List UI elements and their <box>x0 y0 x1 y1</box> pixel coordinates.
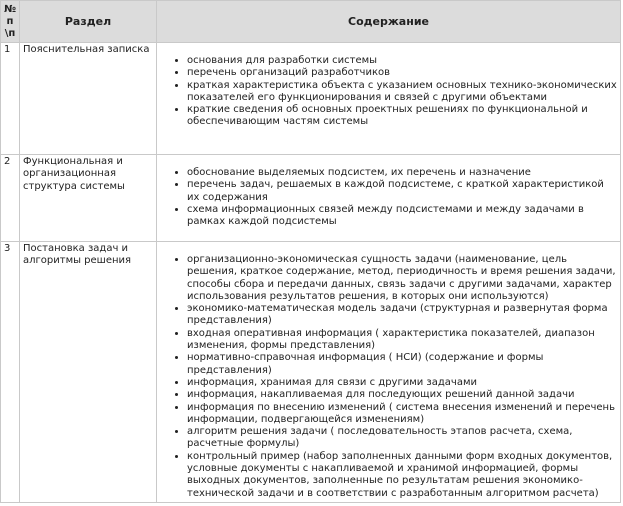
list-item: • основания для разработки системы <box>187 55 617 67</box>
list-item: • организационно-экономическая сущность задачи (наименование, цель решения, краткое содержание, метод, периодичность и время решения задачи, способы сбора и передачи данных, связь задачи с другими задачами, характер использования результатов решения, в которых они используются) <box>187 254 617 303</box>
list-item: • контрольный пример (набор заполненных данными форм входных документов, условные документы с накапливаемой и хранимой информацией, формы выходных документов, заполненные по результатам решения экономико-технической задачи и в соответствии с разработанным алгоритмом расчета) <box>187 451 617 500</box>
row-number: 2 <box>1 155 20 242</box>
row-content <box>157 155 621 242</box>
header-num: № п \п <box>1 1 20 43</box>
row-content <box>157 242 621 503</box>
header-content: Содержание <box>157 1 621 43</box>
row-section: Пояснительная записка <box>20 43 157 155</box>
list-item: • краткие сведения об основных проектных решениях по функциональной и обеспечивающим частям системы <box>187 104 617 129</box>
list-item: • обоснование выделяемых подсистем, их перечень и назначение <box>187 167 617 179</box>
table-row <box>1 242 621 503</box>
list-item: • краткая характеристика объекта с указанием основных технико-экономических показателей его функционирования и связей с другими объектами <box>187 80 617 105</box>
list-item: • входная оперативная информация ( характеристика показателей, диапазон изменения, формы представления) <box>187 328 617 353</box>
content-list <box>160 44 617 129</box>
list-item: • информация, накапливаемая для последующих решений данной задачи <box>187 389 617 401</box>
list-item: • информация по внесению изменений ( система внесения изменений и перечень информации, подвергающейся изменениям) <box>187 402 617 427</box>
content-list <box>160 156 617 228</box>
table-row <box>1 155 621 242</box>
list-item: • алгоритм решения задачи ( последовательность этапов расчета, схема, расчетные формулы) <box>187 426 617 451</box>
row-content <box>157 43 621 155</box>
table-header-row <box>1 1 621 43</box>
content-list <box>160 243 617 500</box>
row-number: 3 <box>1 242 20 503</box>
list-item: • экономико-математическая модель задачи (структурная и развернутая форма представления) <box>187 303 617 328</box>
list-item: • схема информационных связей между подсистемами и между задачами в рамках каждой подсистемы <box>187 204 617 229</box>
row-section: Функциональная и организационная структура системы <box>20 155 157 242</box>
table-row <box>1 43 621 155</box>
header-section: Раздел <box>20 1 157 43</box>
list-item: • информация, хранимая для связи с другими задачами <box>187 377 617 389</box>
list-item: • нормативно-справочная информация ( НСИ) (содержание и формы представления) <box>187 352 617 377</box>
list-item: • перечень задач, решаемых в каждой подсистеме, с краткой характеристикой их содержания <box>187 179 617 204</box>
list-item: • перечень организаций разработчиков <box>187 67 617 79</box>
row-number: 1 <box>1 43 20 155</box>
row-section: Постановка задач и алгоритмы решения <box>20 242 157 503</box>
